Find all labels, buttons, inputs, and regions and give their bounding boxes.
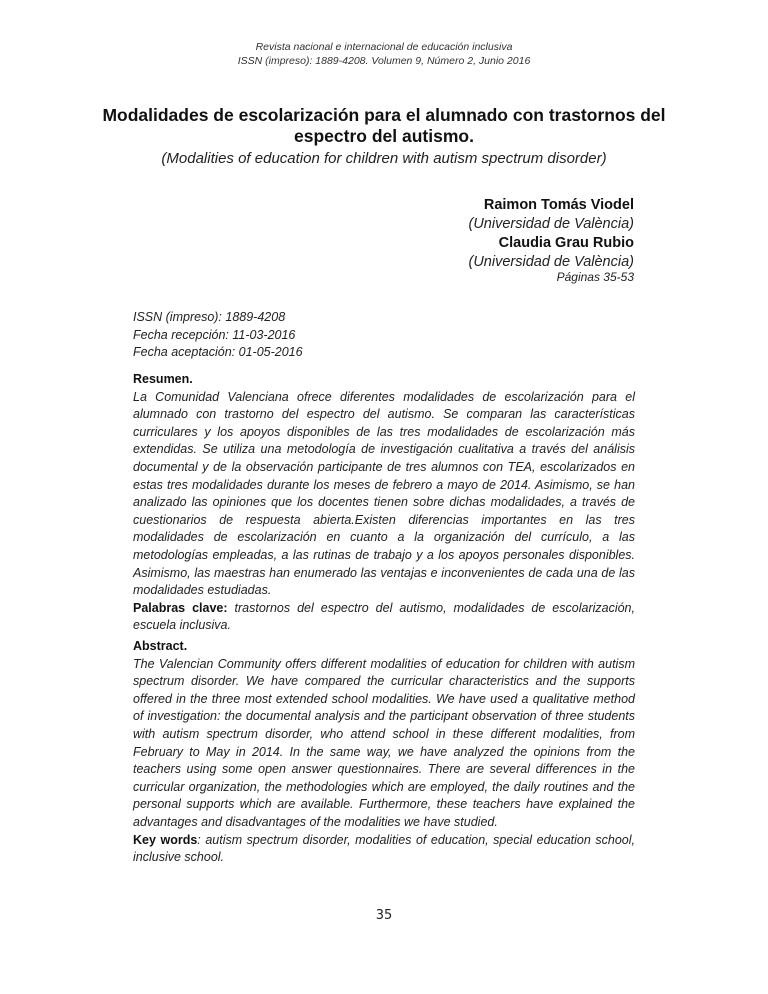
accepted-date: Fecha aceptación: 01-05-2016 [133,345,303,359]
resumen-keywords [133,600,635,635]
received-date: Fecha recepción: 11-03-2016 [133,327,296,342]
resumen-heading: Resumen. [133,372,193,386]
author-affiliation: (Universidad de València) [468,216,634,232]
abstract-text: The Valencian Community offers different modalities of education for children with autism spectrum disorder. We have compared the curricular characteristics and the supports offered in the three most extended school modalities. We have used a qualitative method of investigation: the documental analysis and the participant observation of three students with autism spectrum disorder, who attend school in these different modalities, from February to May in 2014. In the same way, we have analyzed the opinions from the teachers using some open answer questionnaires. There are several differences in the curricular organization, the methodologies which are employed, the daily routines and the personal supports which are available. Furthermore, these teachers have explained the advantages and disadvantages of the modalities we have studied. [133,656,635,829]
keywords-label: Key words [133,832,198,847]
article-subtitle: (Modalities of education for children with autism spectrum disorder) [161,150,607,167]
author-affiliation: (Universidad de València) [468,254,634,270]
article-title: Modalidades de escolarización para el alumnado con trastornos del espectro del autismo. [102,105,666,146]
abstract-keywords [133,832,635,867]
keywords-label: Palabras clave: [133,600,228,615]
resumen-section [133,371,635,635]
running-header [0,40,768,68]
keywords-text: trastornos del espectro del autismo, modalidades de escolarización, escuela inclusiva. [133,600,635,633]
issue-info: ISSN (impreso): 1889-4208. Volumen 9, Número 2, Junio 2016 [237,55,531,67]
page-range: Páginas 35-53 [556,270,634,284]
title-block [100,105,668,169]
issn-line: ISSN (impreso): 1889-4208 [133,310,286,324]
author-list [234,196,634,272]
resumen-text: La Comunidad Valenciana ofrece diferentes modalidades de escolarización para el alumnado con trastorno del espectro del autismo. Se comparan las características curriculares y los apoyos disponibles de las tres modalidades de escolarización más extendidas. Se utiliza una metodología de investigación cualitativa a través del análisis documental y de la observación participante de tres alumnos con TEA, escolarizados en estas tres modalidades durante los meses de febrero a mayo de 2014. Asimismo, se han analizado las opiniones que los docentes tienen sobre dichas modalidades, a través de cuestionarios de respuesta abierta.Existen diferencias importantes en las tres modalidades de escolarización en cuanto a la organización del currículo, a las metodologías empleadas, a las rutinas de trabajo y a los apoyos personales disponibles. Asimismo, las maestras han enumerado las ventajas e inconvenientes de cada una de las modalidades estudiadas. [133,389,635,598]
author-name: Raimon Tomás Viodel [483,197,634,213]
article-metadata [133,309,303,362]
page-number: 35 [375,908,393,923]
keywords-text: : autism spectrum disorder, modalities of education, special education school, inclusive school. [133,832,635,865]
abstract-heading: Abstract. [133,639,188,653]
journal-name: Revista nacional e internacional de educación inclusiva [255,41,513,53]
abstract-section [133,638,635,867]
author-name: Claudia Grau Rubio [498,235,634,251]
